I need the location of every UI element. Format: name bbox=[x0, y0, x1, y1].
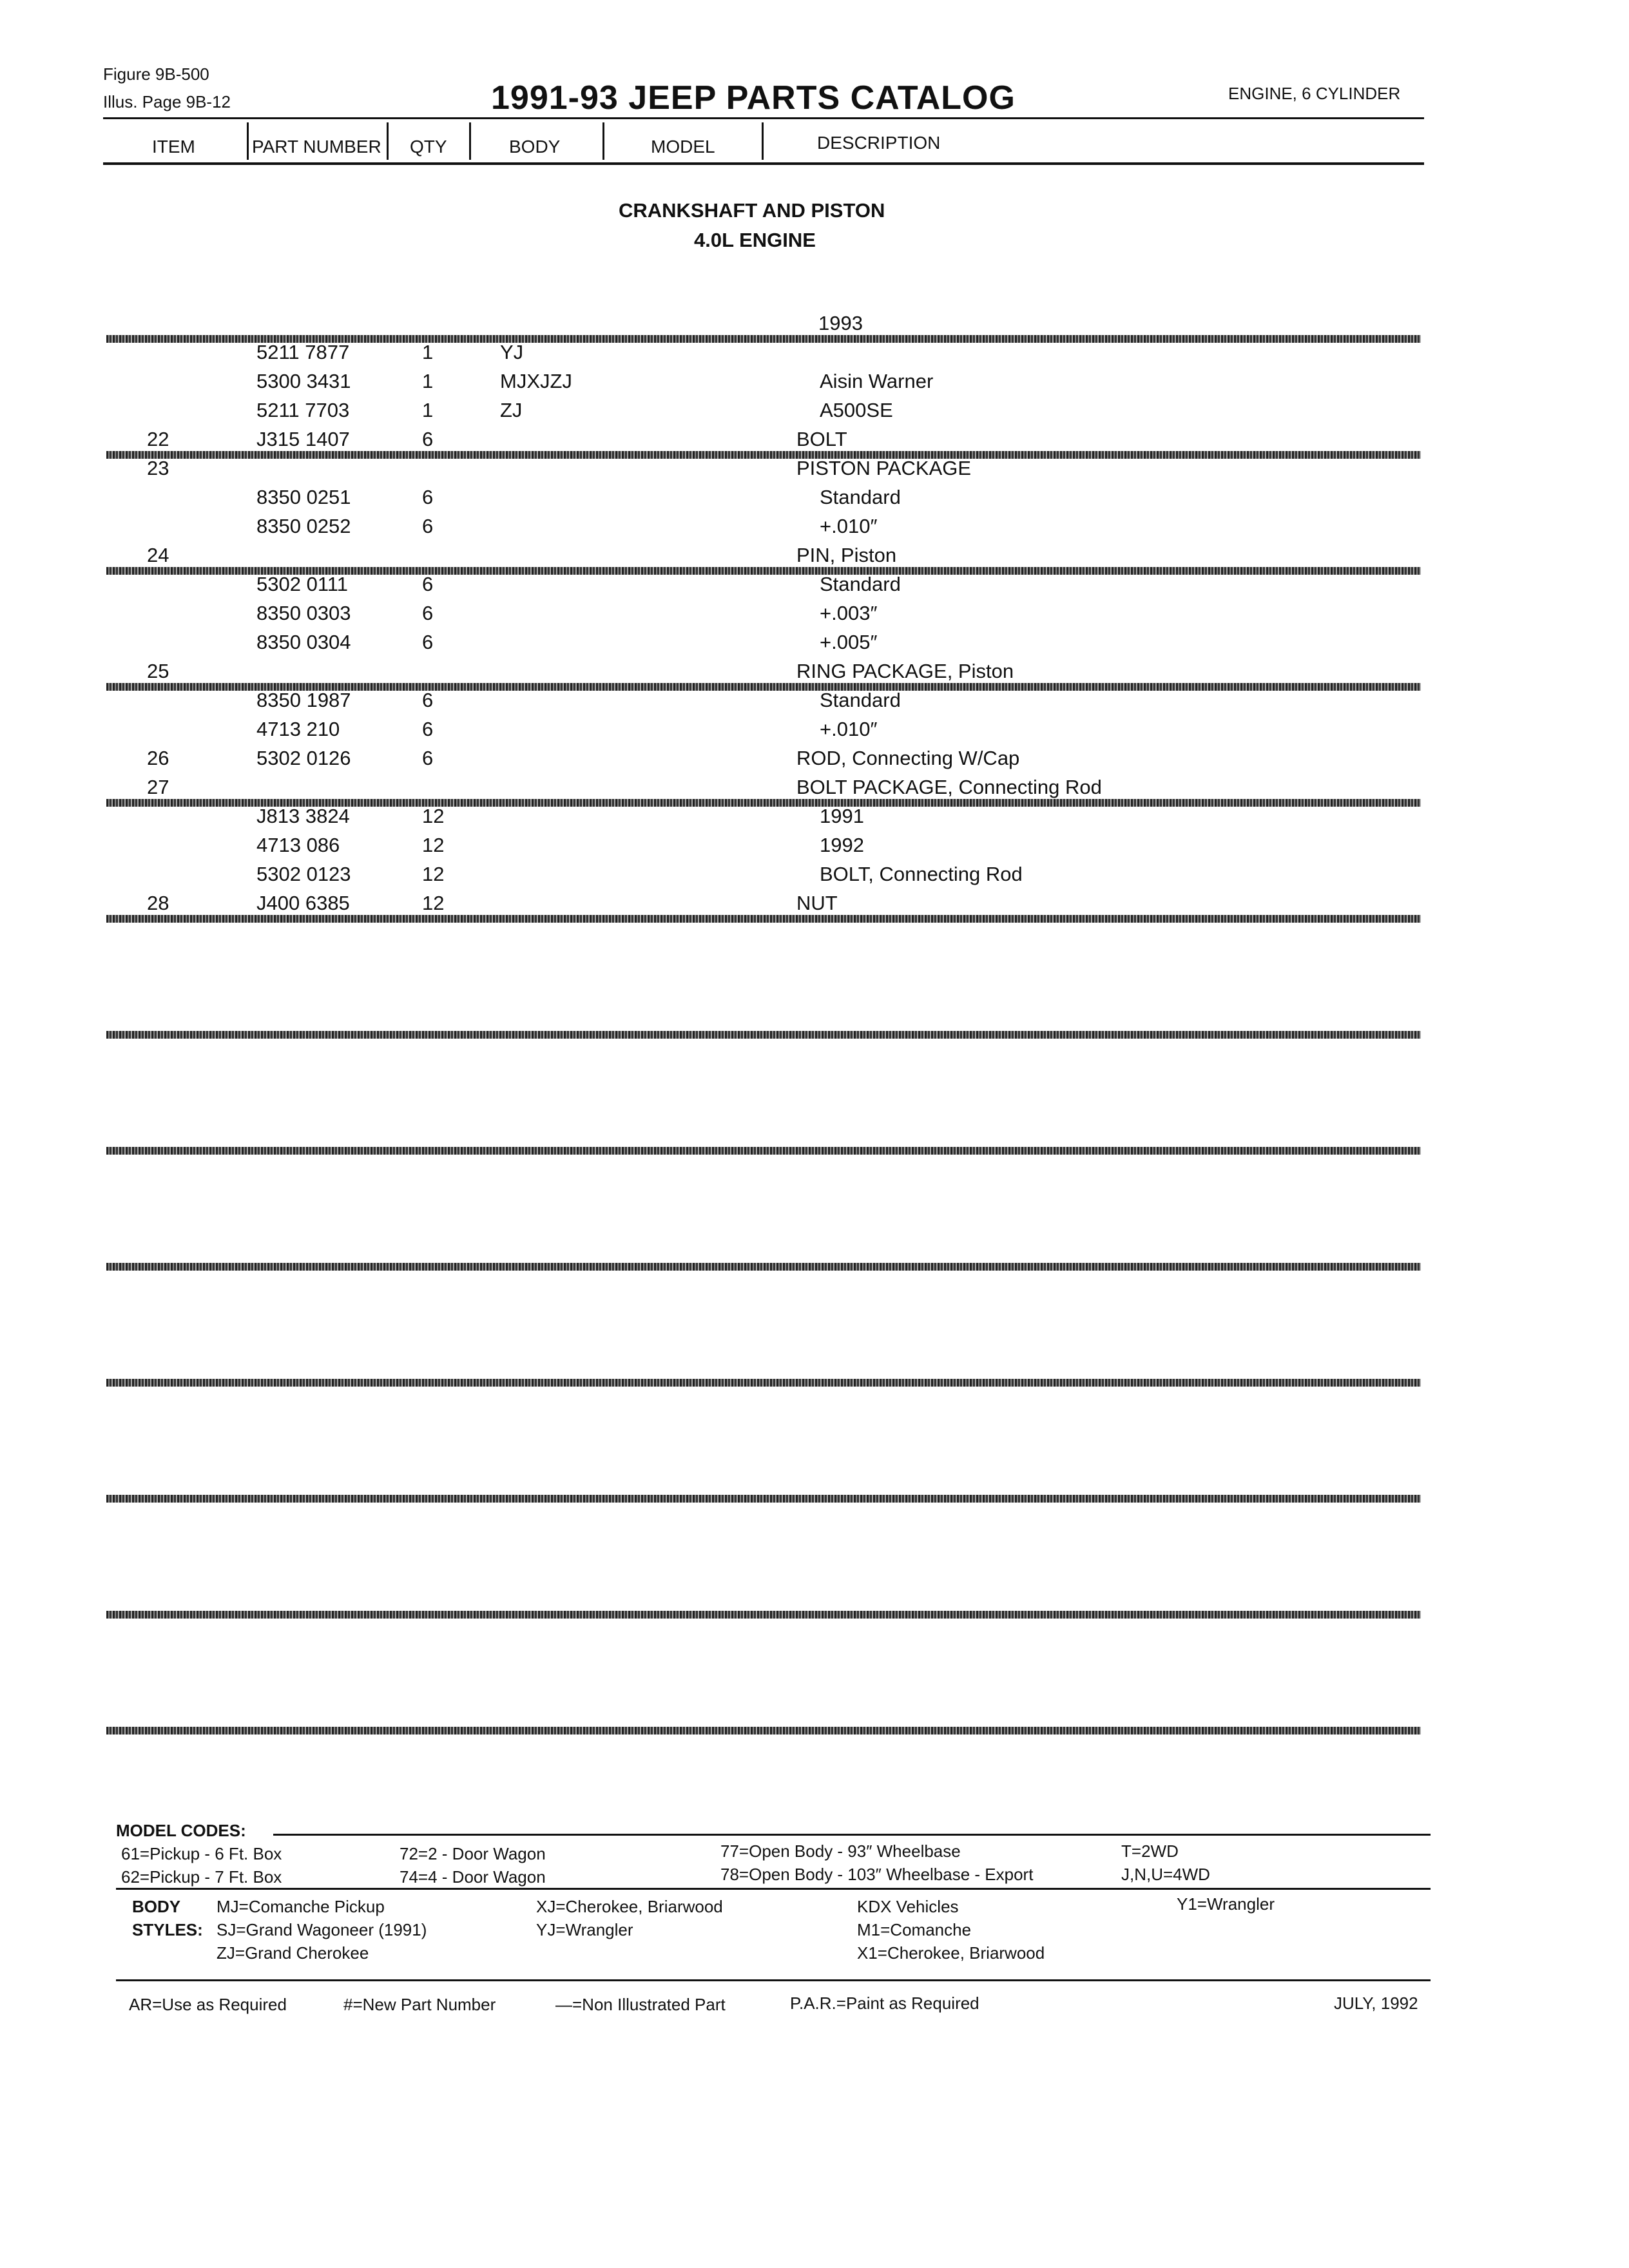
quantity: 12 bbox=[422, 863, 445, 885]
parts-row bbox=[0, 486, 1629, 514]
quantity: 6 bbox=[422, 718, 434, 740]
footer-rule bbox=[116, 1979, 1431, 1981]
quantity: 12 bbox=[422, 834, 445, 856]
part-number: 8350 0304 bbox=[256, 631, 351, 653]
footer-non-illustrated: —=Non Illustrated Part bbox=[555, 1995, 726, 2014]
col-divider bbox=[247, 122, 249, 160]
body-style-x1: X1=Cherokee, Briarwood bbox=[857, 1943, 1045, 1963]
quantity: 6 bbox=[422, 747, 434, 769]
parts-row bbox=[0, 341, 1629, 369]
parts-row bbox=[0, 718, 1629, 746]
row-separator-band bbox=[106, 915, 1421, 923]
col-description: DESCRIPTION bbox=[817, 133, 941, 153]
description: NUT bbox=[796, 892, 838, 914]
parts-row bbox=[0, 457, 1629, 485]
blank-rule-band bbox=[106, 1495, 1421, 1503]
blank-rule-band bbox=[106, 1147, 1421, 1155]
part-number: 5302 0111 bbox=[256, 573, 348, 595]
item-number: 25 bbox=[147, 660, 169, 682]
footer-new-part: #=New Part Number bbox=[343, 1995, 496, 2014]
body-code: YJ bbox=[500, 341, 524, 363]
part-number: J315 1407 bbox=[256, 428, 350, 450]
illus-page: Illus. Page 9B-12 bbox=[103, 92, 231, 111]
body-style-mj: MJ=Comanche Pickup bbox=[217, 1897, 385, 1916]
model-codes-heading: MODEL CODES: bbox=[116, 1821, 246, 1840]
col-divider bbox=[602, 122, 604, 160]
description: +.010″ bbox=[820, 718, 878, 740]
part-number: 5211 7703 bbox=[256, 399, 350, 421]
description: 1991 bbox=[820, 805, 864, 827]
model-code-72: 72=2 - Door Wagon bbox=[400, 1844, 546, 1863]
quantity: 1 bbox=[422, 370, 434, 392]
figure-number: Figure 9B-500 bbox=[103, 64, 209, 84]
part-number: 8350 0303 bbox=[256, 602, 351, 624]
part-number: 8350 1987 bbox=[256, 689, 351, 711]
description: A500SE bbox=[820, 399, 893, 421]
item-number: 23 bbox=[147, 457, 169, 479]
parts-row bbox=[0, 399, 1629, 427]
description: Standard bbox=[820, 486, 901, 508]
parts-row bbox=[0, 631, 1629, 659]
body-styles-label: STYLES: bbox=[132, 1920, 203, 1939]
description: BOLT, Connecting Rod bbox=[820, 863, 1023, 885]
part-number: J400 6385 bbox=[256, 892, 350, 914]
section-label: ENGINE, 6 CYLINDER bbox=[1228, 84, 1401, 103]
description: Standard bbox=[820, 689, 901, 711]
body-style-yj: YJ=Wrangler bbox=[536, 1920, 633, 1939]
section-title: CRANKSHAFT AND PISTON bbox=[619, 199, 885, 222]
quantity: 12 bbox=[422, 892, 445, 914]
part-number: J813 3824 bbox=[256, 805, 350, 827]
body-style-sj: SJ=Grand Wagoneer (1991) bbox=[217, 1920, 427, 1939]
model-code-t: T=2WD bbox=[1121, 1841, 1179, 1861]
description: BOLT bbox=[796, 428, 847, 450]
parts-row bbox=[0, 689, 1629, 717]
part-number: 5211 7877 bbox=[256, 341, 350, 363]
kdx-vehicles: KDX Vehicles bbox=[857, 1897, 959, 1916]
description: +.003″ bbox=[820, 602, 878, 624]
parts-row bbox=[0, 805, 1629, 833]
body-code: ZJ bbox=[500, 399, 523, 421]
blank-rule-band bbox=[106, 1379, 1421, 1387]
description: PISTON PACKAGE bbox=[796, 457, 972, 479]
description: ROD, Connecting W/Cap bbox=[796, 747, 1020, 769]
description: BOLT PACKAGE, Connecting Rod bbox=[796, 776, 1102, 798]
parts-row bbox=[0, 747, 1629, 775]
part-number: 5300 3431 bbox=[256, 370, 351, 392]
item-number: 26 bbox=[147, 747, 169, 769]
parts-row bbox=[0, 834, 1629, 862]
part-number: 8350 0252 bbox=[256, 515, 351, 537]
parts-row bbox=[0, 863, 1629, 891]
col-qty: QTY bbox=[410, 137, 447, 157]
quantity: 6 bbox=[422, 631, 434, 653]
body-style-zj: ZJ=Grand Cherokee bbox=[217, 1943, 369, 1963]
blank-rule-band bbox=[106, 1031, 1421, 1039]
body-code: MJXJZJ bbox=[500, 370, 572, 392]
quantity: 6 bbox=[422, 602, 434, 624]
quantity: 6 bbox=[422, 486, 434, 508]
quantity: 1 bbox=[422, 341, 434, 363]
header-top-rule bbox=[103, 117, 1424, 119]
footer-ar: AR=Use as Required bbox=[129, 1995, 287, 2014]
description: +.005″ bbox=[820, 631, 878, 653]
item-number: 24 bbox=[147, 544, 169, 566]
col-divider bbox=[387, 122, 389, 160]
col-body: BODY bbox=[509, 137, 561, 157]
quantity: 6 bbox=[422, 515, 434, 537]
model-code-jnu: J,N,U=4WD bbox=[1121, 1865, 1210, 1884]
header-bottom-rule bbox=[103, 162, 1424, 165]
item-number: 28 bbox=[147, 892, 169, 914]
quantity: 6 bbox=[422, 573, 434, 595]
quantity: 6 bbox=[422, 689, 434, 711]
part-number: 5302 0126 bbox=[256, 747, 351, 769]
body-style-y1: Y1=Wrangler bbox=[1177, 1894, 1275, 1914]
legend-rule bbox=[116, 1888, 1431, 1890]
body-style-xj: XJ=Cherokee, Briarwood bbox=[536, 1897, 723, 1916]
model-code-61: 61=Pickup - 6 Ft. Box bbox=[121, 1844, 282, 1863]
part-number: 5302 0123 bbox=[256, 863, 351, 885]
model-code-74: 74=4 - Door Wagon bbox=[400, 1867, 546, 1887]
col-item: ITEM bbox=[152, 137, 195, 157]
part-number: 4713 086 bbox=[256, 834, 340, 856]
model-code-78: 78=Open Body - 103″ Wheelbase - Export bbox=[720, 1865, 1034, 1884]
section-subtitle: 4.0L ENGINE bbox=[694, 229, 816, 251]
quantity: 12 bbox=[422, 805, 445, 827]
description: +.010″ bbox=[820, 515, 878, 537]
item-number: 22 bbox=[147, 428, 169, 450]
legend-rule bbox=[273, 1834, 1431, 1836]
model-code-77: 77=Open Body - 93″ Wheelbase bbox=[720, 1841, 961, 1861]
parts-row bbox=[0, 370, 1629, 398]
blank-rule-band bbox=[106, 1727, 1421, 1735]
description: Aisin Warner bbox=[820, 370, 934, 392]
blank-rule-band bbox=[106, 1611, 1421, 1619]
col-divider bbox=[469, 122, 471, 160]
parts-row bbox=[0, 515, 1629, 543]
catalog-title: 1991-93 JEEP PARTS CATALOG bbox=[491, 79, 1016, 117]
quantity: 6 bbox=[422, 428, 434, 450]
part-number: 8350 0251 bbox=[256, 486, 351, 508]
footer-date: JULY, 1992 bbox=[1334, 1994, 1418, 2013]
description: Standard bbox=[820, 573, 901, 595]
body-style-m1: M1=Comanche bbox=[857, 1920, 972, 1939]
footer-par: P.A.R.=Paint as Required bbox=[790, 1994, 979, 2013]
quantity: 1 bbox=[422, 399, 434, 421]
col-model: MODEL bbox=[651, 137, 715, 157]
model-code-62: 62=Pickup - 7 Ft. Box bbox=[121, 1867, 282, 1887]
parts-row bbox=[0, 573, 1629, 601]
description: 1993 bbox=[818, 312, 863, 334]
col-divider bbox=[762, 122, 764, 160]
col-part-number: PART NUMBER bbox=[252, 137, 381, 157]
description: PIN, Piston bbox=[796, 544, 897, 566]
part-number: 4713 210 bbox=[256, 718, 340, 740]
parts-row bbox=[0, 602, 1629, 630]
description: 1992 bbox=[820, 834, 864, 856]
item-number: 27 bbox=[147, 776, 169, 798]
body-styles-label: BODY bbox=[132, 1897, 181, 1916]
description: RING PACKAGE, Piston bbox=[796, 660, 1014, 682]
blank-rule-band bbox=[106, 1263, 1421, 1271]
